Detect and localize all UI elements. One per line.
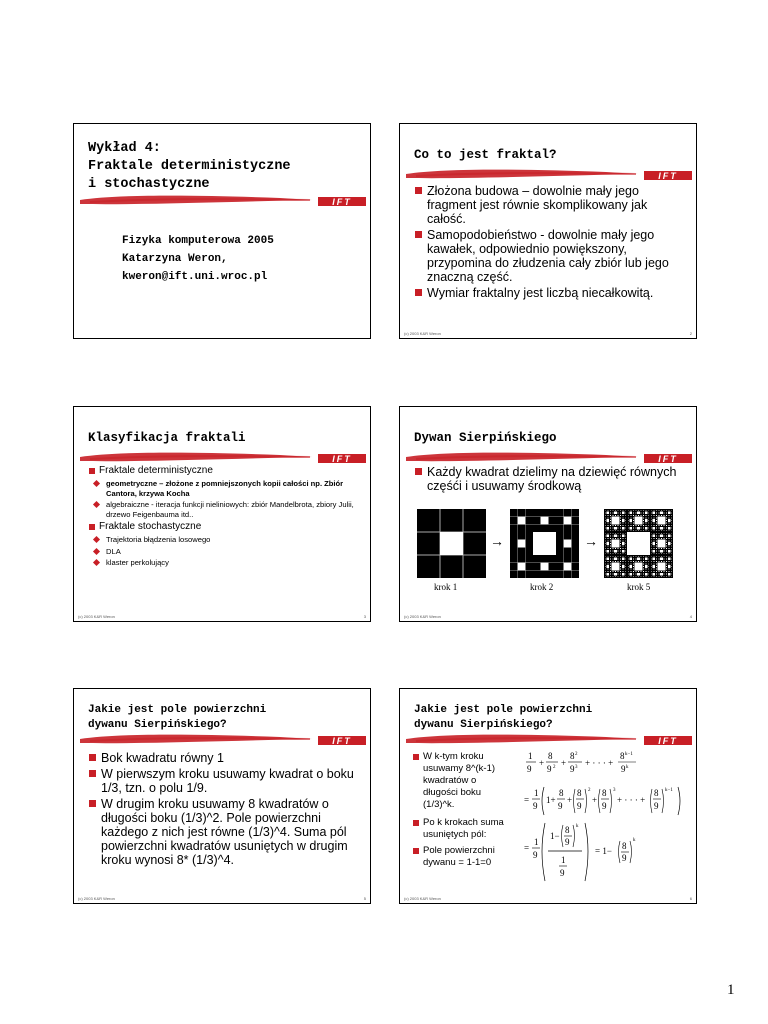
slide-1-authors (122, 232, 274, 286)
bullet: Bok kwadratu równy 1 (88, 751, 360, 765)
red-brush-band (406, 166, 694, 182)
slide-4-title: Dywan Sierpińskiego (414, 431, 557, 445)
slide-4-bullets (414, 465, 684, 495)
svg-text:9: 9 (547, 764, 552, 774)
slide-2-bullets (414, 184, 684, 302)
svg-text:9: 9 (621, 764, 626, 774)
svg-text:3: 3 (613, 788, 616, 793)
ift-logo-icon (644, 736, 692, 746)
author-name: Katarzyna Weron, (122, 253, 228, 265)
course-name: Fizyka komputerowa 2005 (122, 235, 274, 247)
sum-equation-1 (524, 749, 694, 781)
svg-text:9: 9 (533, 850, 538, 860)
slide-number: 5 (363, 896, 366, 901)
red-brush-band (406, 731, 694, 747)
title-line-1: Wykład 4: (88, 141, 161, 156)
sum-equation-2 (524, 783, 694, 819)
svg-text:+: + (539, 758, 545, 768)
svg-text:9: 9 (527, 764, 532, 774)
caption-step-2: krok 2 (530, 582, 554, 592)
svg-text:9: 9 (654, 801, 659, 811)
caption-step-1: krok 1 (434, 582, 458, 592)
footer: (c) 2003 K&R Weron (404, 896, 441, 901)
svg-text:1: 1 (528, 751, 533, 761)
ift-logo-icon (644, 171, 692, 181)
svg-text:2: 2 (553, 765, 556, 770)
page-number: 1 (727, 982, 735, 998)
svg-text:9: 9 (533, 801, 538, 811)
slide-number: 6 (689, 896, 692, 901)
red-brush-band (406, 449, 694, 465)
svg-text:IFT: IFT (658, 454, 678, 464)
slide-5 (73, 688, 371, 904)
red-brush-band (80, 449, 368, 465)
slide-6-bullets (412, 751, 512, 871)
svg-text:8: 8 (620, 751, 625, 761)
arrow-icon: → (584, 533, 598, 549)
sierpinski-step-2 (510, 509, 579, 578)
sub-bullet: DLA (88, 547, 360, 557)
svg-text:9: 9 (558, 801, 563, 811)
svg-text:9: 9 (602, 801, 607, 811)
title-line-2: Fraktale deterministyczne (88, 159, 291, 174)
svg-text:2: 2 (575, 752, 578, 757)
sub-bullet: klaster perkolujący (88, 558, 360, 568)
ift-logo-icon (318, 736, 366, 746)
bullet: W drugim kroku usuwamy 8 kwadratów o długości boku (1/3)^2. Pole powierzchni każdego z nich jest równe (1/3)^4. Suma pól powierzchni kwadratów usuniętych w drugim kroku wynosi 8* (1/3)^4. (88, 797, 360, 867)
bullet: Wymiar fraktalny jest liczbą niecałkowitą. (414, 286, 684, 300)
svg-text:9: 9 (577, 801, 582, 811)
svg-text:+: + (592, 795, 598, 805)
svg-text:8: 8 (654, 788, 659, 798)
slide-6-title (414, 703, 592, 733)
slide-1 (73, 123, 371, 339)
bullet: W pierwszym kroku usuwamy kwadrat o boku 1/3, tzn. o polu 1/9. (88, 767, 360, 795)
bullet: Złożona budowa – dowolnie mały jego fragment jest równie skomplikowany jak całość. (414, 184, 684, 226)
svg-text:k−1: k−1 (665, 788, 673, 793)
svg-text:8: 8 (565, 825, 570, 835)
slide-3-title: Klasyfikacja fraktali (88, 431, 246, 445)
svg-text:8: 8 (570, 751, 575, 761)
ift-logo-icon (318, 454, 366, 464)
slide-number: 3 (363, 614, 366, 619)
svg-text:IFT: IFT (658, 171, 678, 181)
svg-text:9: 9 (622, 853, 627, 863)
title-line-1: Jakie jest pole powierzchni (88, 704, 267, 716)
svg-text:1+: 1+ (546, 795, 556, 805)
sub-bullet: Trajektoria błądzenia losowego (88, 535, 360, 545)
svg-text:8: 8 (559, 788, 564, 798)
bullet: Pole powierzchni dywanu = 1-1=0 (412, 845, 512, 869)
bullet: Fraktale stochastyczne (88, 521, 360, 533)
svg-text:+: + (561, 758, 567, 768)
sum-equation-3 (524, 821, 694, 885)
svg-text:8: 8 (548, 751, 553, 761)
title-line-2: dywanu Sierpińskiego? (88, 719, 227, 731)
red-brush-band (80, 192, 368, 208)
svg-text:k: k (576, 824, 579, 829)
title-line-3: i stochastyczne (88, 177, 210, 192)
footer: (c) 2003 K&R Weron (78, 614, 115, 619)
svg-text:k: k (633, 838, 636, 843)
red-brush-band (80, 731, 368, 747)
svg-text:IFT: IFT (332, 197, 352, 207)
svg-text:1: 1 (534, 837, 539, 847)
svg-text:=: = (524, 795, 530, 805)
svg-text:8: 8 (602, 788, 607, 798)
slide-5-bullets (88, 751, 360, 869)
svg-text:3: 3 (575, 765, 578, 770)
caption-step-5: krok 5 (627, 582, 651, 592)
svg-text:8: 8 (622, 841, 627, 851)
slide-3 (73, 406, 371, 622)
svg-text:k−1: k−1 (625, 752, 633, 757)
ift-logo-icon (318, 197, 366, 207)
footer: (c) 2003 K&R Weron (78, 896, 115, 901)
svg-text:9: 9 (570, 764, 575, 774)
svg-text:=: = (524, 843, 530, 853)
bullet: Fraktale deterministyczne (88, 465, 360, 477)
sub-bullet: algebraiczne - iteracja funkcji nieliniowych: zbiór Mandelbrota, zbiory Julii, drzewo Feigenbauma itd.. (88, 500, 360, 519)
svg-text:1: 1 (561, 855, 566, 865)
bullet: Samopodobieństwo - dowolnie mały jego kawałek, odpowiednio powiększony, przypomina do złudzenia cały zbiór lub jego znaczną część. (414, 228, 684, 284)
svg-text:= 1−: = 1− (595, 846, 612, 856)
slide-number: 4 (689, 614, 692, 619)
sub-bullet: geometryczne – złożone z pomniejszonych kopii całości np. Zbiór Cantora, krzywa Kocha (88, 479, 360, 498)
ift-logo-icon (644, 454, 692, 464)
footer: (c) 2003 K&R Weron (404, 331, 441, 336)
svg-text:9: 9 (560, 868, 565, 878)
sierpinski-step-1 (417, 509, 486, 578)
slide-1-title (88, 140, 291, 194)
slide-2 (399, 123, 697, 339)
sierpinski-step-5 (604, 509, 673, 578)
svg-text:1−: 1− (550, 831, 560, 841)
svg-text:+ · · · +: + · · · + (585, 758, 614, 768)
bullet: Każdy kwadrat dzielimy na dziewięć równych częśći i usuwamy środkową (414, 465, 684, 493)
author-email: kweron@ift.uni.wroc.pl (122, 271, 268, 283)
svg-text:+: + (567, 795, 573, 805)
svg-text:IFT: IFT (332, 454, 352, 464)
title-line-1: Jakie jest pole powierzchni (414, 704, 593, 716)
slide-number: 2 (689, 331, 692, 336)
slide-6 (399, 688, 697, 904)
svg-text:8: 8 (577, 788, 582, 798)
footer: (c) 2003 K&R Weron (404, 614, 441, 619)
slide-3-bullets (88, 465, 360, 570)
svg-text:IFT: IFT (658, 736, 678, 746)
svg-text:2: 2 (588, 788, 591, 793)
svg-text:9: 9 (565, 837, 570, 847)
svg-text:k: k (626, 765, 629, 770)
svg-text:1: 1 (534, 788, 539, 798)
arrow-icon: → (490, 533, 504, 549)
title-line-2: dywanu Sierpińskiego? (414, 719, 553, 731)
slide-2-title: Co to jest fraktal? (414, 148, 557, 162)
svg-text:+ · · · +: + · · · + (617, 795, 646, 805)
slide-4 (399, 406, 697, 622)
svg-text:IFT: IFT (332, 736, 352, 746)
bullet: Po k krokach suma usuniętych pól: (412, 817, 512, 841)
bullet: W k-tym kroku usuwamy 8^(k-1) kwadratów o długości boku (1/3)^k. (412, 751, 512, 811)
slide-5-title (88, 703, 266, 733)
